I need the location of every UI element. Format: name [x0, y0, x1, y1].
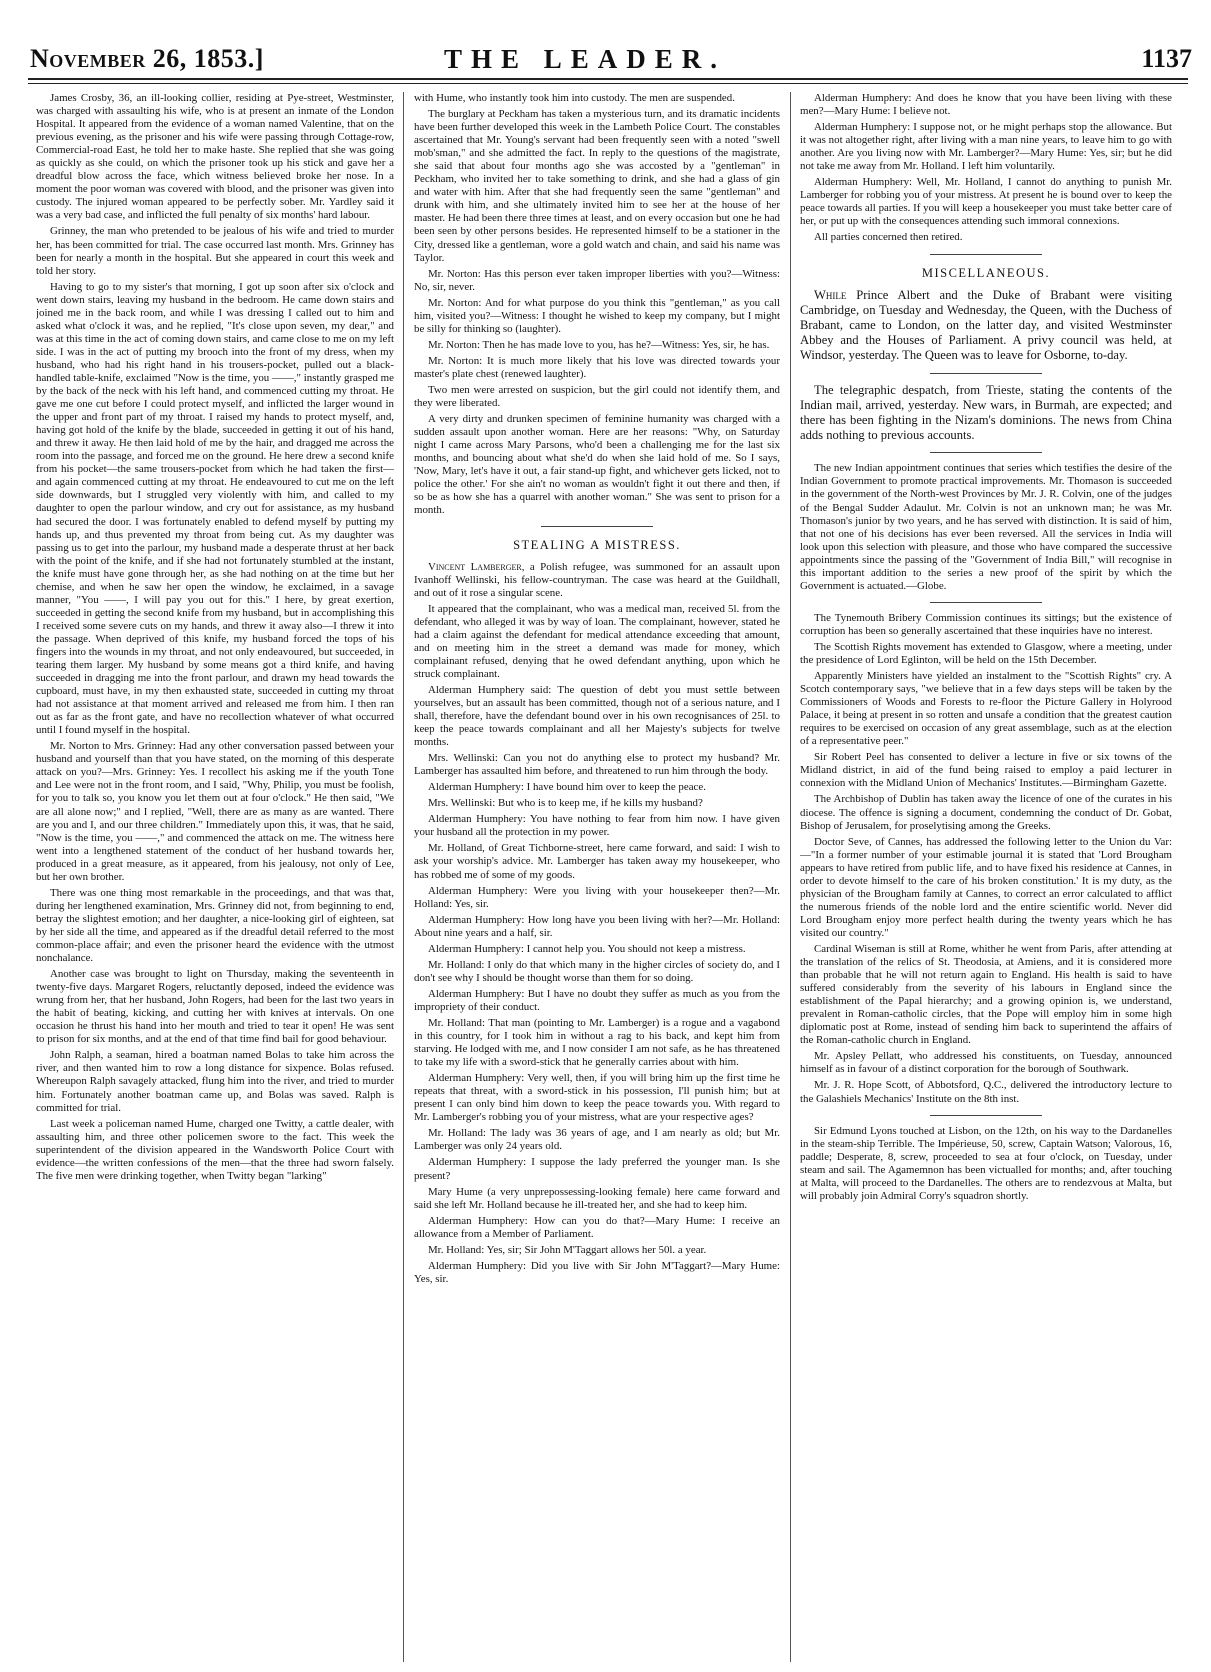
article-paragraph: Sir Robert Peel has consented to deliver a lecture in five or six towns of the Midland district, in aid of the fund being raised to employ a paid lecturer in connexion with the Midland Union of Mechanics' Institutes.—Birmingham Gazette.: [800, 751, 1172, 790]
article-paragraph: Alderman Humphery: I have bound him over to keep the peace.: [428, 781, 706, 794]
lead-name: Vincent Lamberger,: [428, 560, 525, 573]
article-paragraph: James Crosby, 36, an ill-looking collier, residing at Pye-street, Westminster, was charged with assaulting his wife, who is at present an inmate of the London Hospital. It appeared from the evidence of a woman named Valentine, that on the previous evening, as the prisoner and his wife were passing through Cottage-row, Commercial-road East, he told her to make haste. She replied that she was going as quickly as she could, on which the prisoner took up his stick and gave her a dreadful blow across the face, which witness believed broke her nose. In a moment the poor woman was covered with blood, and the prisoner was given into custody. The injured woman appeared to be perfectly sober. Mr. Yardley said it was a very bad case, and inflicted the full penalty of six months' hard labour.: [36, 92, 394, 222]
lead-text: Prince Albert and the Duke of Brabant were visiting Cambridge, on Tuesday and Wednesday, the Queen, with the Duchess of Brabant, came to London, on the latter day, and visited Westminster Abbey and the Houses of Parliament. A privy council was held, at Windsor, yesterday. The Queen was to leave for Osborne, to-day.: [800, 287, 1172, 363]
page-number: 1137: [1141, 44, 1192, 73]
article-paragraph: Sir Edmund Lyons touched at Lisbon, on the 12th, on his way to the Dardanelles in the steam-ship Terrible. The Impérieuse, 50, screw, Captain Watson; Valorous, 16, paddle; Desperate, 8, screw, proceeded to sea at four o'clock, on Tuesday, under steam and sail. The Agamemnon has been victualled for months; and, after touching at Malta, will proceed to the Dardanelles. The others are to rendezvous at Malta, but will probably join Admiral Corry's squadron shortly.: [800, 1124, 1172, 1202]
article-paragraph: Mr. Norton: And for what purpose do you think this "gentleman," as you call him, visited you?—Witness: I thought he wished to keep my company, but I might be silly for thinking so (laughter).: [414, 296, 780, 335]
column-divider: [790, 92, 791, 1662]
article-paragraph: Alderman Humphery: I cannot help you. You should not keep a mistress.: [428, 942, 746, 955]
article-paragraph: There was one thing most remarkable in the proceedings, and that was that, during her lengthened examination, Mrs. Grinney did not, from beginning to end, betray the slightest emotion; and her daughter, a nice-looking girl of eighteen, sat by her side all the time, and appeared as if the dreadful detail referred to the most common-place affair; and even the prisoner heard the evidence with the utmost nonchalance.: [36, 886, 394, 965]
section-separator: [930, 373, 1042, 374]
article-paragraph: Alderman Humphery: Very well, then, if you will bring him up the first time he repeats that threat, with a sword-stick in his possession, I'll punish him; but at present I can only bind him down to keep the peace towards you. With regard to Mr. Lamberger's robbing you of your mistress, what are your respective ages?: [414, 1072, 780, 1124]
article-paragraph: Alderman Humphery: I suppose the lady preferred the younger man. Is she present?: [414, 1156, 780, 1182]
column-3: [800, 92, 1172, 1660]
article-paragraph: Mr. Holland: I only do that which many in the higher circles of society do, and I don't see why I should be thought worse than them for so doing.: [414, 958, 780, 984]
article-paragraph: The Archbishop of Dublin has taken away the licence of one of the curates in his diocese. The offence is signing a document, condemning the conduct of Dr. Gobat, Bishop of Jerusalem, for proselytising among the Greeks.: [800, 793, 1172, 832]
article-paragraph: John Ralph, a seaman, hired a boatman named Bolas to take him across the river, and then wanted him to row a long distance for sixpence. Bolas refused. Whereupon Ralph savagely attacked, flung him into the river, and tried to murder him. Fortunately another boatman came up, and Bolas was saved. Ralph is committed for trial.: [36, 1049, 394, 1114]
lead-text: a Polish refugee, was summoned for an assault upon Ivanhoff Wellinski, his fellow-countryman. The case was heard at the Guildhall, and out of it rose a singular scene.: [414, 560, 780, 599]
article-paragraph: Last week a policeman named Hume, charged one Twitty, a cattle dealer, with assaulting him, and three other policemen swore to the fact. This week the superintendent of the division appeared in the Wandsworth Police Court with evidence—the written confessions of the men—that the three had sworn falsely. The five men were drinking together, when Twitty began "larking": [36, 1117, 394, 1182]
article-paragraph: Having to go to my sister's that morning, I got up soon after six o'clock and went down stairs, leaving my husband in the bedroom. He came down stairs and joined me in the back room, and while I was dressing I called out to him and asked what o'clock it was, and he replied, "It's close upon seven, my dear," and was at this time in the act of coming down stairs, and came close to me on my left side. I was in the act of putting my brooch into the front of my dress, when my husband, who had his right hand in his trousers-pocket, pulled out a black-handled table-knife, exclaimed "Now is the time, you ——," instantly grasped me by the back of the neck with his left hand, and commenced cutting my throat. He gave me one cut before I could protect myself, and inflicted the larger wound in the upper and front part of my throat. I raised my hands to protect myself, and, having got hold of the knife by the blade, succeeded in getting it out of his hand, and threw it away. He then laid hold of me by the hair, and dragged me across the room into the passage, and forced me on the ground. He here drew a second knife from his pocket—the same trousers-pocket from which he had taken the first—and again commenced cutting at my throat. He endeavoured to cut me on the left side downwards, but I struggled very violently with him, and called to my daughter to open the parlour window, and cry out for assistance, as my husband had secured the door. I was fortunately enabled to defend myself by putting my hands up, and thus prevented my throat from being cut. As my daughter was passing us to get into the parlour, my husband made a desperate thrust at her back with the point of the knife, and if she had not fortunately stumbled at the instant, the knife must have gone through her, as she had nothing on at the time but her chemise, and when he saw her open the window, he exclaimed, in a savage manner, "You ——, I will pay you out for this." I here, by great exertion, succeeded in getting the second knife from my husband, but in accomplishing this I received some severe cuts on my hands, and threw it away also—I threw it into the passage. When deprived of this knife, my husband forced the tops of his fingers into the wounds in my throat, and not only endeavoured, but succeeded, in tearing them larger. My husband by some means got a third knife, and having succeeded in dragging me into the front parlour, and drawn my head towards the cupboard, must have, in my then exhausted state, succeeded in cutting my throat had not assistance at that moment arrived and released me from him. I then ran out as far as the front gate, and have no recollection whatever of what occurred until I found myself in the hospital.: [36, 280, 394, 737]
article-paragraph: Alderman Humphery: And does he know that you have been living with these men?—Mary Hume: I believe not.: [800, 92, 1172, 118]
article-paragraph: Alderman Humphery said: The question of debt you must settle between yourselves, but an assault has been committed, though not of a serious nature, and I shall, therefore, have the defendant bound over in his own recognisances of 25l. to keep the peace towards complainant and all her Majesty's subjects for twelve months.: [414, 683, 780, 749]
article-paragraph: A very dirty and drunken specimen of feminine humanity was charged with a sudden assault upon another woman. Here are her reasons: "Why, on Saturday night I came across Mary Parsons, who'd been a challenging me for the last six months, and bouncing about what she'd do when she laid hold of me. So I says, 'Now, Mary, let's have it out, a fair stand-up fight, and whichever gets licked, not to police the other.' For she ain't no woman as wouldn't fight it out there and then, if so be as how she has a quarrel with another woman." She was sent to prison for a month.: [414, 413, 780, 517]
header-rule: [28, 78, 1188, 80]
article-lead: [414, 561, 780, 600]
header-rule-thin: [28, 83, 1188, 84]
article-paragraph: Alderman Humphery: You have nothing to fear from him now. I have given your husband all the protection in my power.: [414, 813, 780, 839]
article-paragraph: Cardinal Wiseman is still at Rome, whither he went from Paris, after attending at the translation of the relics of St. Theodosia, at Amiens, and it is considered more than probable that he will not return again to England. His health is said to have suffered considerably from the severity of his labours in England since the establishment of the Papal hierarchy; and a growing opinion is, we understand, prevalent in Roman-catholic circles, that the Pope will employ him in some high diplomatic post at Rome, instead of sending him back to superintend the affairs of the Roman-catholic church in England.: [800, 942, 1172, 1047]
section-heading: STEALING A MISTRESS.: [513, 538, 681, 553]
article-paragraph: Mr. Norton to Mrs. Grinney: Had any other conversation passed between your husband and yourself than that you have stated, on the morning of this desperate attack on you?—Mrs. Grinney: Yes. I recollect his asking me if the youth Tone and Lee were not in the front room, and I said, "Why, Philip, you must be foolish, for you to talk so, you know you let them out at four o'clock." He then said, "We are all alone now;" and I replied, "Well, there are as many as are wanted. There are you and I, and our three children." Immediately upon this, it was, that he said, "Now is the time, you ——," and commenced the attack on me. The witness here went into a lengthened statement of the conduct of her husband towards her, produced in a great measure, as it appeared, from his jealousy, not only of Lee, but her own brother.: [36, 740, 394, 883]
article-paragraph: Mr. Norton: Has this person ever taken improper liberties with you?—Witness: No, sir, never.: [414, 267, 780, 293]
issue-date: November 26, 1853.]: [30, 44, 264, 73]
article-paragraph: The Scottish Rights movement has extended to Glasgow, where a meeting, under the presidence of Lord Eglinton, will be held on the 15th December.: [800, 640, 1172, 666]
article-paragraph: Mr. Holland: Yes, sir; Sir John M'Taggart allows her 50l. a year.: [428, 1243, 707, 1256]
section-separator: [930, 1115, 1042, 1116]
newspaper-title: THE LEADER.: [444, 44, 727, 74]
article-paragraph: Alderman Humphery: Were you living with your housekeeper then?—Mr. Holland: Yes, sir.: [414, 884, 780, 910]
article-paragraph: The burglary at Peckham has taken a mysterious turn, and its dramatic incidents have been further developed this week in the Lambeth Police Court. The constables ascertained that Mr. Young's servant had been frequently seen with a noted "swell mob'sman," and she admitted the fact. In reply to the questions of the magistrate, she said that about four months ago she was accosted by a "gentleman" in Peckham, who invited her to take something to drink, and she had a glass of gin and water with him. After that she had frequently seen the same "gentleman" and drunk with him, and she ultimately invited him to see her at the house of her master. He had been there three times at least, and on every occasion but one he had been seen by other persons besides. He represented himself to be a stationer in the City, dressed like a gentleman, wore a gold watch and chain, and said his name was Taylor.: [414, 108, 780, 264]
article-paragraph: Mr. Holland: The lady was 36 years of age, and I am nearly as old; but Mr. Lamberger was only 24 years old.: [414, 1127, 780, 1153]
section-separator: [930, 452, 1042, 453]
section-separator: [930, 254, 1042, 255]
section-separator: [541, 526, 653, 527]
article-paragraph: Mr. Holland, of Great Tichborne-street, here came forward, and said: I wish to ask your worship's advice. Mr. Lamberger has taken away my housekeeper, who has robbed me of some of my goods.: [414, 842, 780, 881]
article-paragraph: Alderman Humphery: How can you do that?—Mary Hume: I receive an allowance from a Member of Parliament.: [414, 1214, 780, 1240]
article-paragraph: Doctor Seve, of Cannes, has addressed the following letter to the Union du Var:—"In a former number of your estimable journal it is stated that 'Lord Brougham appears to have retired from public life, and to have fixed his residence at Cannes, in order to devote himself to the care of his broken constitution.' It is my duty, as the physician of the Brougham family at Cannes, to correct an error calculated to afflict the numerous friends of the noble lord and the entire scientific world. Never did Lord Brougham enjoy more perfect health during the twenty years which he has visited our country.": [800, 835, 1172, 939]
article-lead: [800, 288, 1172, 364]
article-paragraph: Mr. Holland: That man (pointing to Mr. Lamberger) is a rogue and a vagabond in this country, for I took him in without a rag to his back, and kept him from starving. He lodged with me, and I now consider I am not safe, as he has threatened to take my life with a sword-stick that he generally carries about with him.: [414, 1017, 780, 1069]
article-paragraph: Mrs. Wellinski: But who is to keep me, if he kills my husband?: [428, 797, 703, 810]
article-paragraph: Mrs. Wellinski: Can you not do anything else to protect my husband? Mr. Lamberger has assaulted him before, and threatened to run him through the body.: [414, 752, 780, 778]
article-paragraph: All parties concerned then retired.: [814, 231, 963, 244]
column-divider: [403, 92, 404, 1662]
article-paragraph: Alderman Humphery: Well, Mr. Holland, I cannot do anything to punish Mr. Lamberger for robbing you of your mistress. At present he is bound over to keep the peace towards all parties. If you will keep a housekeeper you must take better care of her, or put up with the consequences attending such immoral connexions.: [800, 176, 1172, 228]
article-paragraph: The new Indian appointment continues that series which testifies the desire of the Indian Government to promote practical improvements. Mr. Thomason is succeeded in the government of the North-west Provinces by Mr. J. R. Colvin, one of the judges of the Bengal Sudder Adaulut. Mr. Colvin is not an unknown man; he was Mr. Thomason's junior by two years, and he has served with distinction. It is said of him, that not one of his decisions has ever been reversed. All the services in India will look upon this selection with pleasure, and those who have compared the successive appointments since the passing of the "Government of India Bill," will recognise in this important addition to the series a new proof of the spirit by which the Government is actuated.—Globe.: [800, 462, 1172, 592]
article-paragraph: Apparently Ministers have yielded an instalment to the "Scottish Rights" cry. A Scotch contemporary says, "we believe that in a few days steps will be taken by the Commissioners of Woods and Forests to re-floor the Picture Gallery in Holyrood Palace, it being at present in so rotten and unsafe a condition that the greatest caution requires to be exercised on occasion of any great assemblage, such as at the election of a representative peer.": [800, 670, 1172, 748]
article-paragraph: Another case was brought to light on Thursday, making the seventeenth in twenty-five days. Margaret Rogers, reluctantly deposed, indeed the evidence was wrung from her, that her husband, John Rogers, had been for the last two years in the habit of beating, kicking, and cutting her with knives at intervals. On one occasion he thrust his hand into her mouth and tried to tear it open! He was sent to prison for six months, and at the end of that time find bail for good behaviour.: [36, 968, 394, 1046]
article-paragraph: Two men were arrested on suspicion, but the girl could not identify them, and they were liberated.: [414, 383, 780, 410]
column-2: [414, 92, 780, 1660]
article-paragraph: Mr. Norton: Then he has made love to you, has he?—Witness: Yes, sir, he has.: [428, 338, 770, 351]
article-paragraph: Mr. J. R. Hope Scott, of Abbotsford, Q.C., delivered the introductory lecture to the Galashiels Mechanics' Institute on the 8th inst.: [800, 1079, 1172, 1105]
article-paragraph: Mary Hume (a very unprepossessing-looking female) here came forward and said she left Mr. Holland because he ill-treated her, and she had to keep him.: [414, 1185, 780, 1211]
article-paragraph: Mr. Norton: It is much more likely that his love was directed towards your master's plate chest (renewed laughter).: [414, 354, 780, 380]
article-paragraph: with Hume, who instantly took him into custody. The men are suspended.: [414, 92, 735, 104]
article-paragraph: Grinney, the man who pretended to be jealous of his wife and tried to murder her, has been committed for trial. The case occurred last month. Mrs. Grinney has been for nearly a month in the hospital. But she appeared in court this week and told her story.: [36, 225, 394, 277]
article-paragraph: Mr. Apsley Pellatt, who addressed his constituents, on Tuesday, announced himself as in favour of a distinct corporation for the borough of Southwark.: [800, 1050, 1172, 1076]
article-paragraph: The Tynemouth Bribery Commission continues its sittings; but the existence of corruption has been so generally ascertained that these inquiries have no interest.: [800, 611, 1172, 637]
section-separator: [930, 602, 1042, 603]
article-paragraph: Alderman Humphery: How long have you been living with her?—Mr. Holland: About nine years and a half, sir.: [414, 913, 780, 939]
article-paragraph: It appeared that the complainant, who was a medical man, received 5l. from the defendant, who alleged it was by way of loan. The complainant, however, stated he had a claim against the defendant for medical attendance exceeding that amount, and on meeting him in the street a demand was made for money, which complainant refused, denying that he owed defendant anything, upon which he struck complainant.: [414, 602, 780, 680]
article-paragraph: Alderman Humphery: I suppose not, or he might perhaps stop the allowance. But it was not altogether right, after living with a man nine years, to leave him to go with another. Are you living now with Mr. Lamberger?—Mary Hume: Yes, sir; but he did not take me away from Mr. Holland. I left him voluntarily.: [800, 121, 1172, 173]
article-paragraph: Alderman Humphery: But I have no doubt they suffer as much as you from the impropriety of their conduct.: [414, 987, 780, 1013]
article-paragraph: Alderman Humphery: Did you live with Sir John M'Taggart?—Mary Hume: Yes, sir.: [414, 1259, 780, 1285]
article-paragraph: The telegraphic despatch, from Trieste, stating the contents of the Indian mail, arrived, yesterday. New wars, in Burmah, are expected; and there has been fighting in the Nizam's dominions. The news from China adds nothing to previous accounts.: [800, 382, 1172, 443]
section-heading: MISCELLANEOUS.: [921, 265, 1051, 280]
masthead: [18, 44, 1194, 94]
lead-word: While: [814, 287, 847, 302]
column-1: [36, 92, 394, 1660]
